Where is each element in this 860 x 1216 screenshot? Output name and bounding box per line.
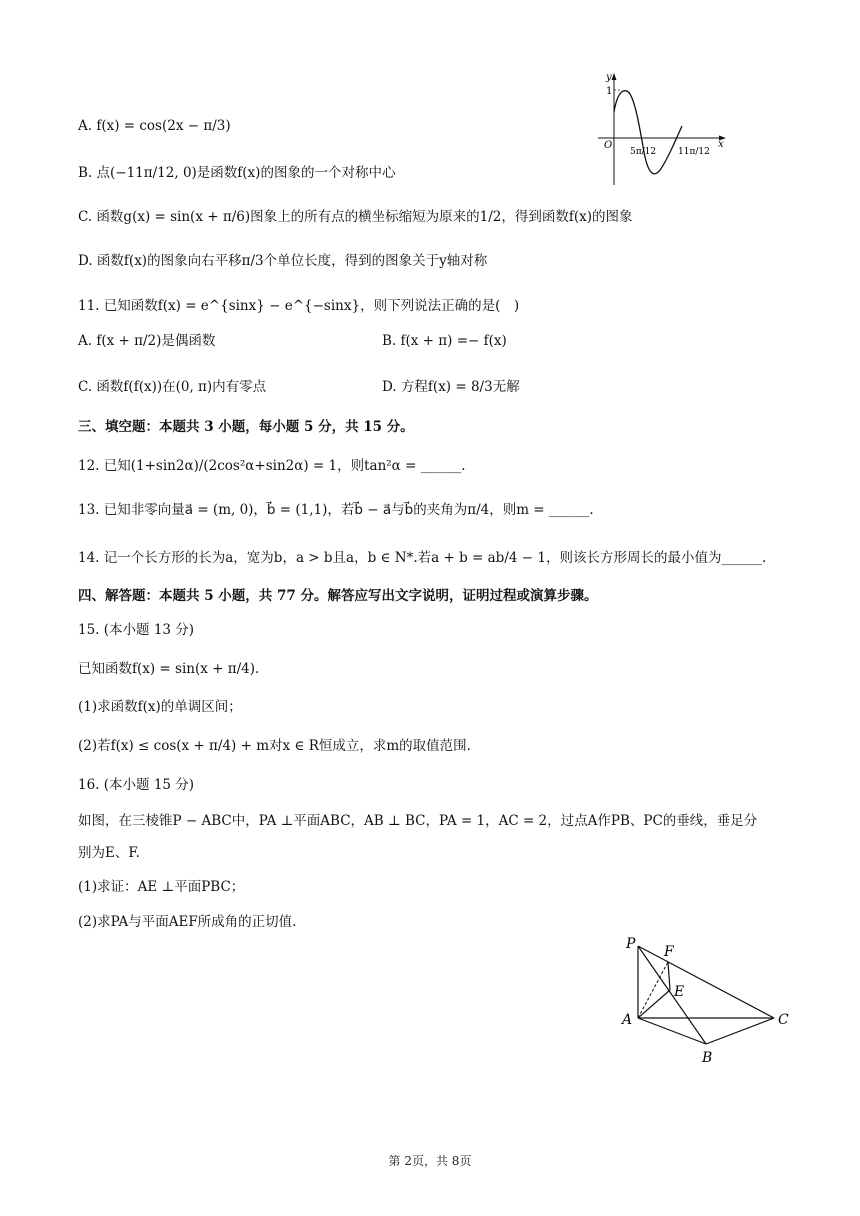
q15-header: 15. (本小题 13 分) (78, 622, 195, 638)
graph-y-axis-label: y (606, 72, 612, 83)
q11-option-c: C. 函数f(f(x))在(0, π)内有零点 (78, 379, 267, 395)
q16-stem-line-2: 别为E、F. (78, 845, 140, 861)
q11-option-d: D. 方程f(x) = 8/3无解 (382, 379, 520, 395)
q15-stem: 已知函数f(x) = sin(x + π/4). (78, 661, 260, 677)
fig-label-a: A (622, 1012, 633, 1028)
q11-stem: 11. 已知函数f(x) = e^{sinx} − e^{−sinx}，则下列说法正确的是( ) (78, 298, 520, 314)
section-3-heading: 三、填空题：本题共 3 小题，每小题 5 分，共 15 分。 (78, 419, 414, 435)
q13: 13. 已知非零向量a⃗ = (m, 0)，b⃗ = (1,1)，若b⃗ − a⃗与b⃗的夹角为π/4，则m = ______. (78, 502, 594, 518)
graph-origin: O (604, 140, 613, 151)
q16-tetrahedron-figure (618, 932, 798, 1072)
q11-option-b: B. f(x + π) =− f(x) (382, 333, 507, 349)
q10-option-c: C. 函数g(x) = sin(x + π/6)图象上的所有点的横坐标缩短为原来的1/2，得到函数f(x)的图象 (78, 209, 633, 225)
graph-x-tick-5pi12: 5π/12 (630, 147, 657, 157)
q12: 12. 已知(1+sin2α)/(2cos²α+sin2α) = 1，则tan²α = ______. (78, 458, 466, 474)
graph-x-tick-11pi12: 11π/12 (678, 147, 710, 157)
graph-x-axis-label: x (718, 139, 724, 150)
q10-sine-graph (592, 70, 732, 188)
q10-option-d: D. 函数f(x)的图象向右平移π/3个单位长度，得到的图象关于y轴对称 (78, 253, 488, 269)
q10-option-b: B. 点(−11π/12, 0)是函数f(x)的图象的一个对称中心 (78, 165, 396, 181)
fig-label-p: P (626, 936, 636, 952)
fig-label-e: E (674, 984, 685, 1000)
q16-header: 16. (本小题 15 分) (78, 777, 195, 793)
q14: 14. 记一个长方形的长为a，宽为b，a > b且a，b ∈ N*.若a + b = ab/4 − 1，则该长方形周长的最小值为______. (78, 550, 767, 566)
fig-label-f: F (664, 944, 674, 960)
graph-y-tick-1: 1 (606, 86, 613, 97)
q15-part-2: (2)若f(x) ≤ cos(x + π/4) + m对x ∈ R恒成立，求m的取值范围. (78, 738, 471, 754)
fig-label-b: B (702, 1050, 713, 1066)
q16-part-2: (2)求PA与平面AEF所成角的正切值. (78, 914, 297, 930)
section-4-heading: 四、解答题：本题共 5 小题，共 77 分。解答应写出文字说明，证明过程或演算步骤。 (78, 588, 598, 604)
q15-part-1: (1)求函数f(x)的单调区间； (78, 699, 242, 715)
fig-label-c: C (778, 1012, 789, 1028)
q10-option-a: A. f(x) = cos(2x − π/3) (78, 118, 231, 134)
q16-stem-line-1: 如图，在三棱锥P − ABC中，PA ⊥平面ABC，AB ⊥ BC，PA = 1，AC = 2，过点A作PB、PC的垂线，垂足分 (78, 813, 758, 829)
q11-option-a: A. f(x + π/2)是偶函数 (78, 333, 216, 349)
q16-part-1: (1)求证：AE ⊥平面PBC； (78, 879, 245, 895)
page-footer: 第 2页，共 8页 (388, 1154, 472, 1168)
